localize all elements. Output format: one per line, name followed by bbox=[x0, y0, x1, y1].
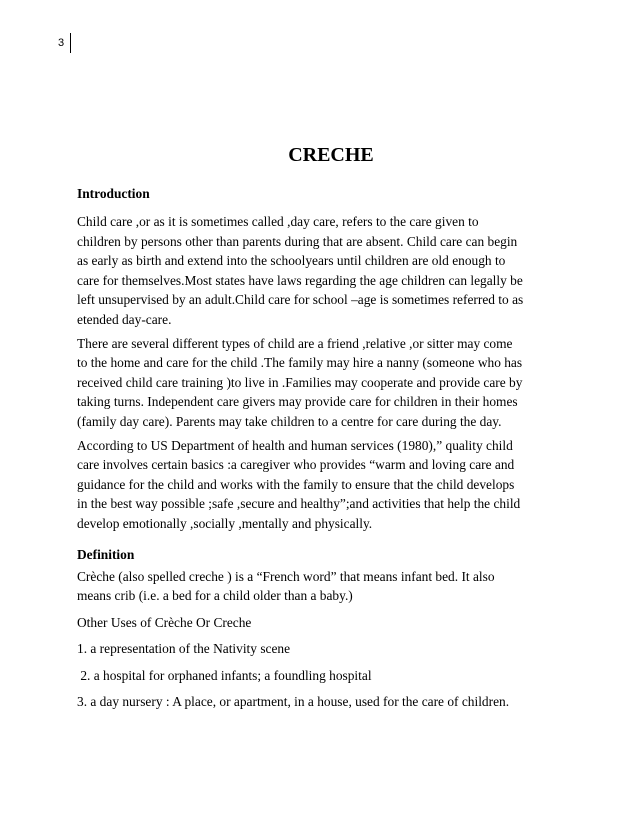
page-number: 3 bbox=[58, 37, 65, 49]
definition-heading: Definition bbox=[77, 546, 135, 562]
text-line: left unsupervised by an adult.Child care for school –age is sometimes referred to as bbox=[77, 292, 524, 308]
text-line: Child care ,or as it is sometimes called ,day care, refers to the care given to bbox=[77, 214, 479, 229]
text-line: There are several different types of child are a friend ,relative ,or sitter may come bbox=[77, 335, 513, 351]
list-item: 3. a day nursery : A place, or apartment, in a house, used for the care of children. bbox=[77, 694, 510, 710]
text-line: to the home and care for the child .The family may hire a nanny (someone who has bbox=[77, 355, 523, 371]
text-line: children by persons other than parents during that are absent. Child care can begin bbox=[77, 233, 518, 249]
text-line: care for themselves.Most states have laws regarding the age children can legally be bbox=[77, 272, 523, 288]
text-line: as early as birth and extend into the schoolyears until children are old enough to bbox=[77, 253, 506, 269]
page-number-divider bbox=[70, 33, 71, 53]
document-body bbox=[77, 186, 571, 719]
text-line: care involves certain basics :a caregiver who provides “warm and loving care and bbox=[77, 457, 515, 473]
text-line: etended day-care. bbox=[77, 311, 172, 327]
document-title: CRECHE bbox=[288, 144, 374, 166]
text-line: guidance for the child and works with the family to ensure that the child develops bbox=[77, 476, 515, 492]
list-item: 1. a representation of the Nativity scene bbox=[77, 641, 291, 657]
text-line: taking turns. Independent care givers may provide care for children in their homes bbox=[77, 394, 518, 410]
intro-paragraph-1 bbox=[77, 212, 571, 330]
intro-paragraph-2 bbox=[77, 334, 571, 432]
text-line: develop emotionally ,socially ,mentally and physically. bbox=[77, 515, 373, 531]
intro-paragraph-3 bbox=[77, 436, 571, 534]
text-line: According to US Department of health and human services (1980),” quality child bbox=[77, 437, 513, 453]
definition-paragraph bbox=[77, 567, 571, 606]
text-line: (family day care). Parents may take children to a centre for care during the day. bbox=[77, 413, 502, 429]
text-line: in the best way possible ;safe ,secure and healthy”;and activities that help the child bbox=[77, 496, 521, 512]
list-item: 2. a hospital for orphaned infants; a foundling hospital bbox=[77, 667, 372, 683]
text-line: received child care training )to live in .Families may cooperate and provide care by bbox=[77, 374, 523, 390]
text-line: means crib (i.e. a bed for a child older than a baby.) bbox=[77, 588, 353, 604]
introduction-heading: Introduction bbox=[77, 186, 150, 201]
other-uses-heading: Other Uses of Crèche Or Creche bbox=[77, 614, 252, 630]
text-line: Crèche (also spelled creche ) is a “French word” that means infant bed. It also bbox=[77, 568, 495, 584]
